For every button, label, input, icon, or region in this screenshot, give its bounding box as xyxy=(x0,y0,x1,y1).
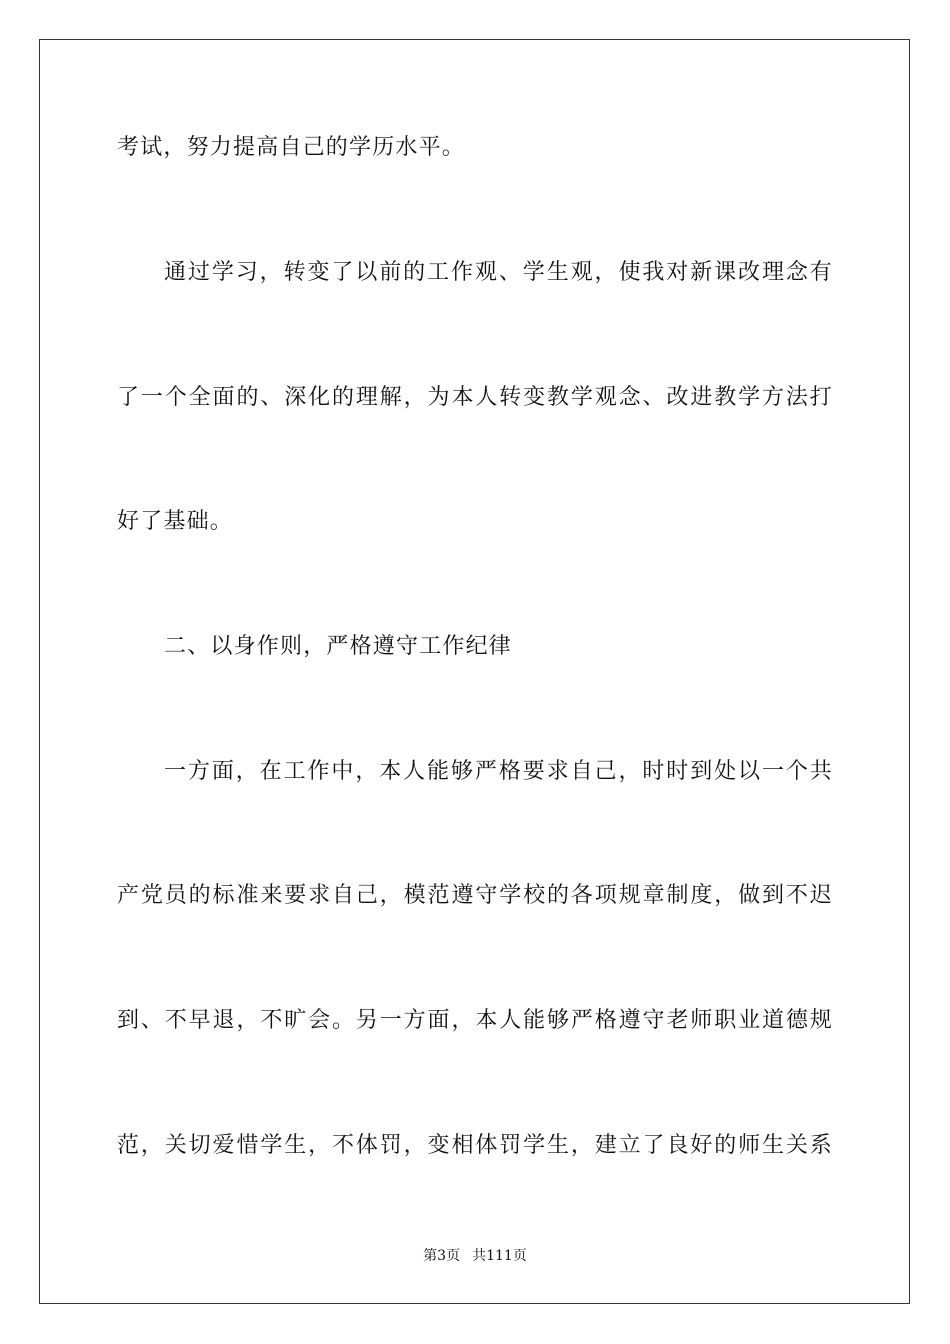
text-line-6: 一方面，在工作中，本人能够严格要求自己，时时到处以一个共 xyxy=(164,759,833,784)
text-line-4: 好了基础。 xyxy=(117,509,234,534)
text-line-9: 范，关切爱惜学生，不体罚，变相体罚学生，建立了良好的师生关系 xyxy=(117,1133,833,1158)
page-border xyxy=(39,39,910,1304)
page-footer xyxy=(0,1246,950,1266)
text-line-8: 到、不早退，不旷会。另一方面，本人能够严格遵守老师职业道德规 xyxy=(117,1008,833,1033)
text-line-3: 了一个全面的、深化的理解，为本人转变教学观念、改进教学方法打 xyxy=(117,385,833,410)
section-heading: 二、以身作则，严格遵守工作纪律 xyxy=(164,634,513,659)
text-line-2: 通过学习，转变了以前的工作观、学生观，使我对新课改理念有 xyxy=(164,260,833,285)
text-line-1: 考试，努力提高自己的学历水平。 xyxy=(117,135,466,160)
page-number: 第3页 xyxy=(423,1248,461,1264)
page-total: 共111页 xyxy=(472,1248,527,1264)
text-line-7: 产党员的标准来要求自己，模范遵守学校的各项规章制度，做到不迟 xyxy=(117,883,833,908)
